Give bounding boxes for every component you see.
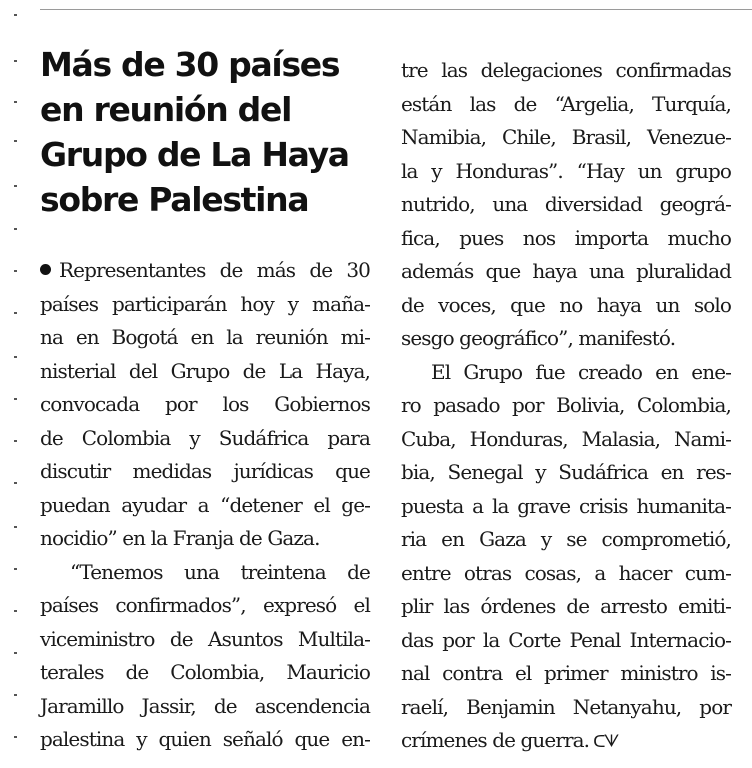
margin-tick xyxy=(14,140,17,142)
body-line: de Colombia y Sudáfrica para xyxy=(40,425,370,450)
body-line: ria en Gaza y se comprometió, xyxy=(401,527,731,551)
margin-tick xyxy=(14,482,17,484)
body-line-text: Representantes de más de 30 xyxy=(59,258,370,282)
body-line: ro pasado por Bolivia, Colombia, xyxy=(401,393,731,417)
left-margin-ticks xyxy=(0,0,22,768)
margin-tick xyxy=(14,356,17,358)
body-line: puedan ayudar a “detener el ge- xyxy=(40,492,370,517)
body-line: das por la Corte Penal Internacio- xyxy=(401,627,731,652)
margin-tick xyxy=(14,312,17,314)
body-line: Namibia, Chile, Brasil, Venezue- xyxy=(401,125,731,149)
body-line: puesta a la grave crisis humanita- xyxy=(401,493,731,518)
headline-line: sobre Palestina xyxy=(40,180,309,219)
body-line: tre las delegaciones confirmadas xyxy=(401,58,731,82)
body-line: na en Bogotá en la reunión mi- xyxy=(40,325,370,349)
body-line: terales de Colombia, Mauricio xyxy=(40,660,370,684)
margin-tick xyxy=(14,185,17,187)
body-line: “Tenemos una treintena de xyxy=(70,559,370,584)
body-line: Jaramillo Jassir, de ascendencia xyxy=(40,693,370,718)
bullet-icon xyxy=(40,264,51,275)
margin-tick xyxy=(14,228,17,230)
body-line: convocada por los Gobiernos xyxy=(40,392,370,416)
body-line: fica, pues nos importa mucho xyxy=(401,225,731,250)
body-line: sesgo geográfico”, manifestó. xyxy=(401,326,676,350)
margin-tick xyxy=(14,694,17,696)
body-line: nocidio” en la Franja de Gaza. xyxy=(40,526,320,550)
headline-line: Más de 30 países xyxy=(40,45,340,84)
body-column-left xyxy=(40,254,370,757)
margin-tick xyxy=(14,526,17,528)
headline-line: en reunión del xyxy=(40,90,292,129)
body-line: Cuba, Honduras, Malasia, Nami- xyxy=(401,426,731,451)
body-line: la y Honduras”. “Hay un grupo xyxy=(401,158,731,183)
body-line xyxy=(401,724,731,760)
body-line: nutrido, una diversidad geográ- xyxy=(401,192,731,216)
margin-tick xyxy=(14,398,17,400)
body-line: países confirmados”, expresó el xyxy=(40,593,370,617)
body-line: viceministro de Asuntos Multila- xyxy=(40,626,370,651)
body-column-right xyxy=(401,54,731,760)
margin-tick xyxy=(14,610,17,612)
body-line: están las de “Argelia, Turquía, xyxy=(401,91,731,116)
body-line: El Grupo fue creado en ene- xyxy=(431,359,731,384)
body-line: discutir medidas jurídicas que xyxy=(40,459,370,483)
body-line: nal contra el primer ministro is- xyxy=(401,661,731,685)
body-line: plir las órdenes de arresto emiti- xyxy=(401,594,731,618)
body-line-text: crímenes de guerra. xyxy=(401,728,590,752)
body-line: además que haya una pluralidad xyxy=(401,259,731,283)
body-line: nisterial del Grupo de La Haya, xyxy=(40,358,370,383)
margin-tick xyxy=(14,60,17,62)
top-rule xyxy=(40,9,752,10)
headline-line: Grupo de La Haya xyxy=(40,135,349,174)
margin-tick xyxy=(14,101,17,103)
margin-tick xyxy=(14,440,17,442)
body-line: palestina y quien señaló que en- xyxy=(40,727,370,751)
body-line: países participarán hoy y maña- xyxy=(40,291,370,316)
margin-tick xyxy=(14,568,17,570)
margin-tick xyxy=(14,14,17,16)
body-line: raelí, Benjamin Netanyahu, por xyxy=(401,694,731,719)
end-mark-icon: ᑕᗐ xyxy=(593,732,618,752)
body-line xyxy=(40,254,370,288)
margin-tick xyxy=(14,736,17,738)
margin-tick xyxy=(14,652,17,654)
body-line: bia, Senegal y Sudáfrica en res- xyxy=(401,460,731,484)
body-line: de voces, que no haya un solo xyxy=(401,292,731,317)
margin-tick xyxy=(14,270,17,272)
body-line: entre otras cosas, a hacer cum- xyxy=(401,560,731,585)
headline xyxy=(40,42,370,222)
